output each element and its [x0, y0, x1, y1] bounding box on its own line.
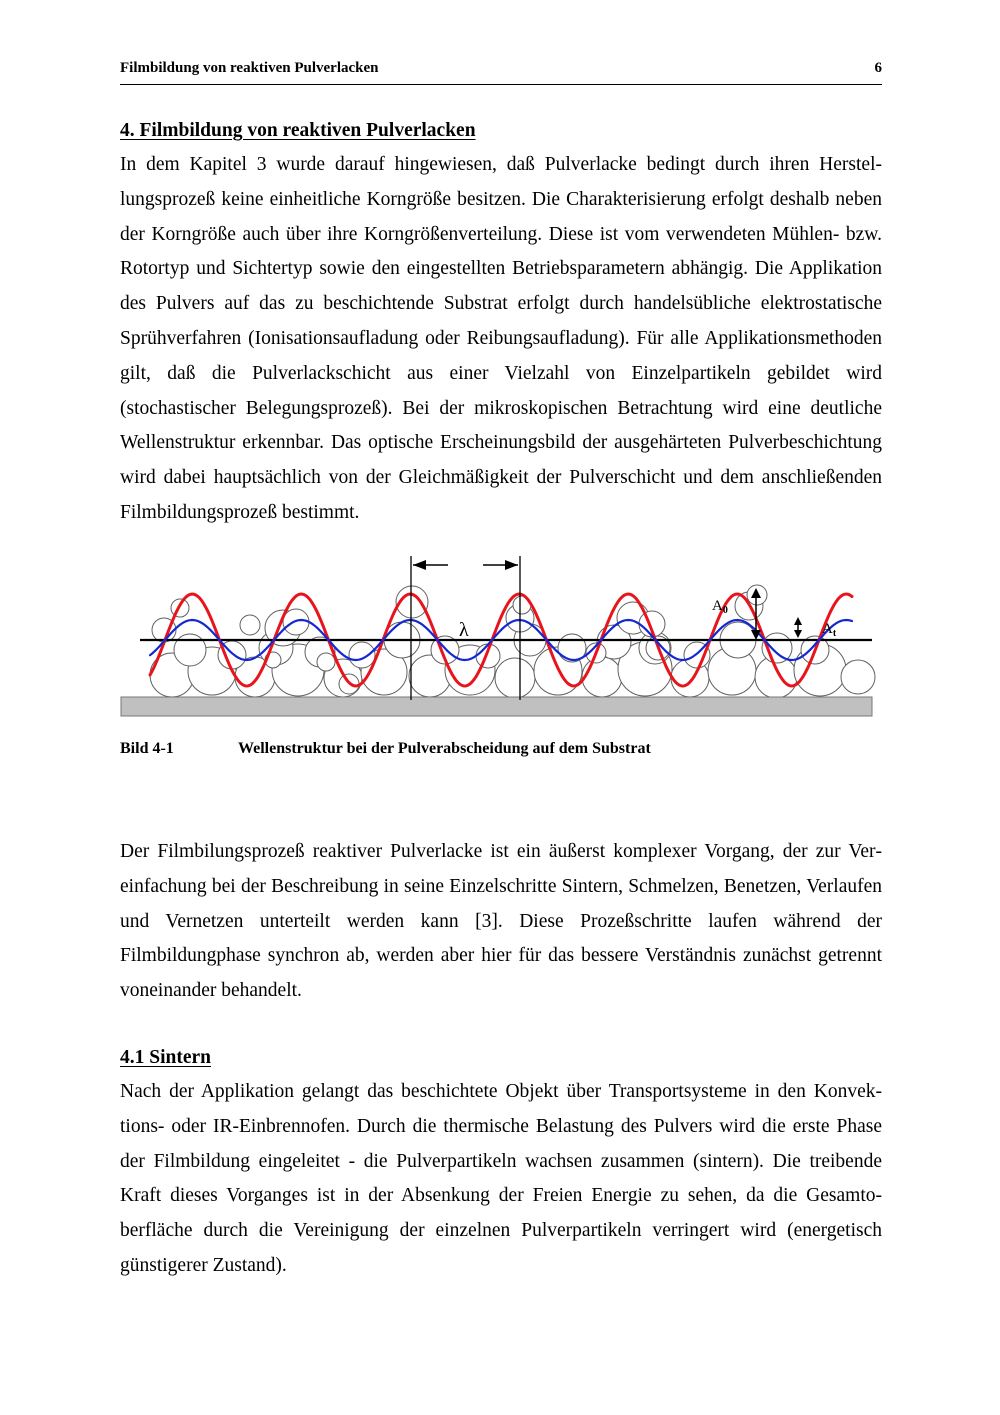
page-number: 6 [874, 60, 882, 76]
header-divider [120, 84, 882, 85]
running-header [120, 60, 882, 80]
powder-particle [317, 653, 335, 671]
running-title: Filmbildung von reaktiven Pulverlacken [120, 60, 379, 76]
powder-particle [841, 660, 875, 694]
final-amplitude-label: $A_t$ [822, 621, 837, 639]
powder-particle [582, 657, 622, 697]
wavelength-arrow-left [413, 560, 448, 570]
powder-particle [174, 634, 206, 666]
figure-caption-label: Bild 4-1 [120, 740, 174, 757]
process-paragraph: Der Filmbilungsprozeß reaktiver Pulverlacke ist ein äußerst komplexer Vorgang, der zur Vereinfachung bei der Beschreibung in seine Einzelschritte Sintern, Schmelzen, Benetzen, Verlaufen und Vernetzen unterteilt werden kann [3]. Diese Prozeßschritte laufen während der Filmbildungphase synchron ab, werden aber hier für das bessere Verständnis zunächst getrennt voneinander behandelt. [120, 841, 882, 1002]
wave-structure-figure [110, 545, 890, 735]
chapter-heading: 4. Filmbildung von reaktiven Pulverlacken [120, 120, 476, 141]
wavelength-label: λ [459, 619, 469, 641]
wavelength-arrow-right [483, 560, 518, 570]
initial-amplitude-label: $A_0$ [712, 598, 728, 616]
substrate-plate [121, 697, 872, 716]
powder-particle [495, 658, 535, 698]
powder-particle [240, 615, 260, 635]
powder-particle [349, 642, 375, 668]
figure-drawing [110, 545, 890, 735]
final-amplitude-arrow [794, 617, 802, 638]
figure-caption-text: Wellenstruktur bei der Pulverabscheidung auf dem Substrat [238, 740, 651, 757]
section-heading: 4.1 Sintern [120, 1047, 212, 1068]
intro-paragraph: In dem Kapitel 3 wurde darauf hingewiesen, daß Pulverlacke bedingt durch ihren Herstellungsprozeß keine einheitliche Korngröße besitzen. Die Charakterisierung erfolgt deshalb neben der Korngröße auch über ihre Korngrößenverteilung. Diese ist vom verwendeten Mühlen- bzw. Rotortyp und Sichtertyp sowie den eingestellten Betriebsparametern abhängig. Die Applikation des Pulvers auf das zu beschichtende Substrat erfolgt durch handelsübliche elektrostatische Sprühverfahren (Ionisationsaufladung oder Reibungsaufladung). Für alle Applikationsmethoden gilt, daß die Pulverlackschicht aus einer Vielzahl von Einzelpartikeln gebildet wird (stochastischer Belegungsprozeß). Bei der mikroskopischen Betrachtung wird eine deutliche Wellenstruktur erkennbar. Das optische Erscheinungsbild der ausgehärteten Pulverbeschichtung wird dabei hauptsächlich von der Gleichmäßigkeit der Pulverschicht und dem anschließenden Filmbildungsprozeß bestimmt. [120, 154, 882, 523]
sintering-paragraph: Nach der Applikation gelangt das beschichtete Objekt über Transportsysteme in den Konvektions- oder IR-Einbrennofen. Durch die thermische Belastung des Pulvers wird die erste Phase der Filmbildung eingeleitet - die Pulverpartikeln wachsen zusammen (sintern). Die treibende Kraft dieses Vorganges ist in der Absenkung der Freien Energie zu sehen, da die Gesamtoberfläche durch die Vereinigung der einzelnen Pulverpartikeln verringert wird (energetisch günstigerer Zustand). [120, 1081, 882, 1276]
